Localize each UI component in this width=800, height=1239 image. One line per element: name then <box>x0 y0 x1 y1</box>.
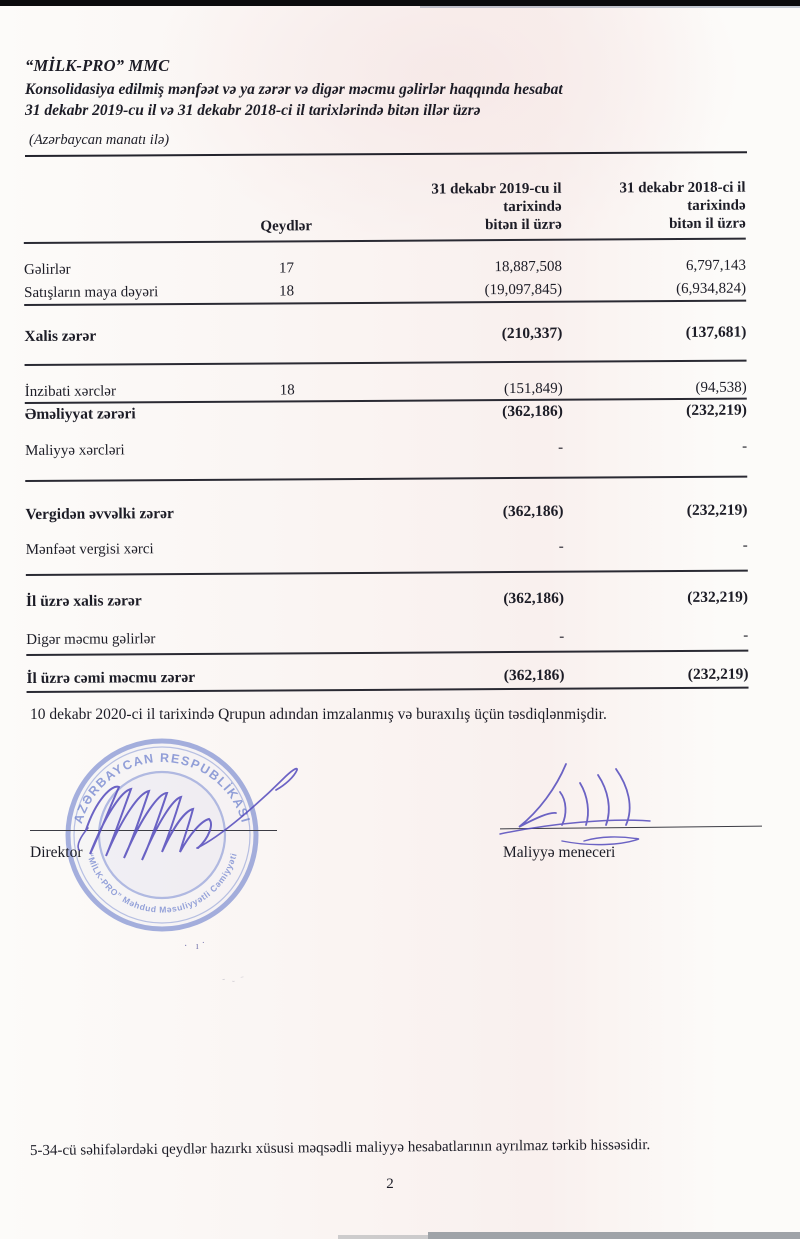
finance-manager-signature-line <box>500 826 762 830</box>
table-rule <box>26 570 748 576</box>
header-2019-column: 31 dekabr 2019-cu il tarixində bitən il üzrə <box>431 180 562 234</box>
row-value-2018: (232,219) <box>687 665 749 683</box>
row-note: 18 <box>279 283 295 300</box>
row-value-2019: (362,186) <box>502 502 564 521</box>
row-value-2019: - <box>558 439 564 456</box>
director-signature-line <box>30 830 277 831</box>
report-period: 31 dekabr 2019-cu il və 31 dekabr 2018-ci il tarixlərində bitən illər üzrə <box>25 102 481 119</box>
row-value-2019: (362,186) <box>502 402 563 421</box>
row-note <box>240 503 335 524</box>
finance-manager-title: Maliyyə meneceri <box>503 844 616 861</box>
row-value-2018: - <box>742 537 748 554</box>
row-value-2018: (94,538) <box>695 379 747 396</box>
table-rule <box>24 238 746 244</box>
table-row <box>26 536 748 560</box>
row-label: Gəlirlər <box>23 261 71 279</box>
row-note <box>241 590 336 611</box>
header-2018-column: 31 dekabr 2018-ci il tarixində bitən il üzrə <box>619 179 746 233</box>
row-note: 17 <box>278 260 295 277</box>
currency-note: (Azərbaycan manatı ilə) <box>29 132 170 148</box>
table-row <box>26 665 748 689</box>
row-note <box>241 538 336 559</box>
table-row <box>25 437 747 461</box>
company-seal-stamp <box>62 735 262 935</box>
table-body <box>24 256 749 693</box>
row-value-2019: - <box>559 628 565 645</box>
row-value-2019: (210,337) <box>501 324 563 343</box>
row-note <box>240 403 335 424</box>
row-note <box>240 439 335 460</box>
company-name: “MİLK-PRO” MMC <box>25 56 170 75</box>
row-label: İl üzrə xalis zərər <box>25 592 142 610</box>
row-value-2018: (6,934,824) <box>676 280 747 298</box>
income-statement-table <box>23 179 748 693</box>
table-row <box>24 256 746 280</box>
row-note <box>241 628 336 649</box>
table-row <box>26 588 748 612</box>
table-rule <box>26 650 748 656</box>
stamp-inner-ring <box>99 772 225 898</box>
stamp-bottom-arc-text: “MİLK-PRO” Məhdud Məsuliyyətli Cəmiyyəti <box>85 851 239 915</box>
row-value-2018: (232,219) <box>686 501 748 519</box>
footer-note: 5-34-cü səhifələrdəki qeydlər hazırkı xüsusi məqsədli maliyyə hesabatlarının ayrılmaz tərkib hissəsidir. <box>29 1137 651 1159</box>
faint-ink-mark: · ı˙ <box>184 941 208 952</box>
page-number: 2 <box>386 1176 394 1192</box>
row-note: 18 <box>279 382 295 399</box>
row-value-2019: 18,887,508 <box>494 258 563 276</box>
scan-edge-artifact-bottom <box>428 1232 800 1239</box>
row-value-2018: - <box>743 627 749 644</box>
row-value-2019: (362,186) <box>503 589 565 608</box>
report-title: Konsolidasiya edilmiş mənfəət və ya zərər və digər məcmu gəlirlər haqqında hesabat <box>25 81 563 98</box>
row-value-2018: (232,219) <box>686 401 747 419</box>
row-label: Xalis zərər <box>24 327 97 346</box>
row-label: Vergidən əvvəlki zərər <box>25 505 174 523</box>
row-value-2019: (362,186) <box>503 666 565 685</box>
row-label: Mənfəət vergisi xərci <box>25 541 154 558</box>
row-label: İl üzrə cəmi məcmu zərər <box>26 668 196 687</box>
document-header <box>25 56 765 121</box>
approval-note: 10 dekabr 2020-ci il tarixində Qrupun adından imzalanmış və buraxılış üçün təsdiqlənmişdir. <box>30 706 607 723</box>
header-notes-column: Qeydlər <box>260 218 313 235</box>
table-rule <box>25 360 747 366</box>
stamp-top-arc-text: AZƏRBAYCAN RESPUBLİKASI <box>71 750 253 826</box>
row-label: Digər məcmu gəlirlər <box>26 631 156 648</box>
table-row <box>25 501 747 525</box>
table-rule <box>25 476 747 482</box>
header-rule <box>25 151 747 157</box>
row-value-2018: (137,681) <box>685 323 747 341</box>
faint-ink-mark: ‐ ˷ ˗ <box>221 970 247 984</box>
row-label: Satışların maya dəyəri <box>24 284 159 302</box>
row-value-2018: 6,797,143 <box>685 257 747 274</box>
table-row <box>26 626 748 650</box>
row-value-2019: (19,097,845) <box>484 281 563 299</box>
table-header-row <box>23 179 745 237</box>
row-label: Əməliyyat zərəri <box>24 405 136 424</box>
row-label: İnzibati xərclər <box>24 383 116 401</box>
director-title: Direktor <box>30 844 83 861</box>
table-row <box>24 323 746 347</box>
row-label: Maliyyə xərcləri <box>25 442 125 459</box>
row-value-2018: (232,219) <box>687 588 749 606</box>
row-value-2018: - <box>742 438 748 455</box>
finance-manager-signature-ink <box>500 764 650 845</box>
row-value-2019: (151,849) <box>503 380 563 398</box>
header-spacer <box>24 236 239 237</box>
table-row <box>25 401 747 425</box>
row-note <box>239 325 334 346</box>
row-note <box>241 667 336 688</box>
scan-edge-artifact-top <box>0 0 800 6</box>
row-value-2019: - <box>558 538 564 555</box>
